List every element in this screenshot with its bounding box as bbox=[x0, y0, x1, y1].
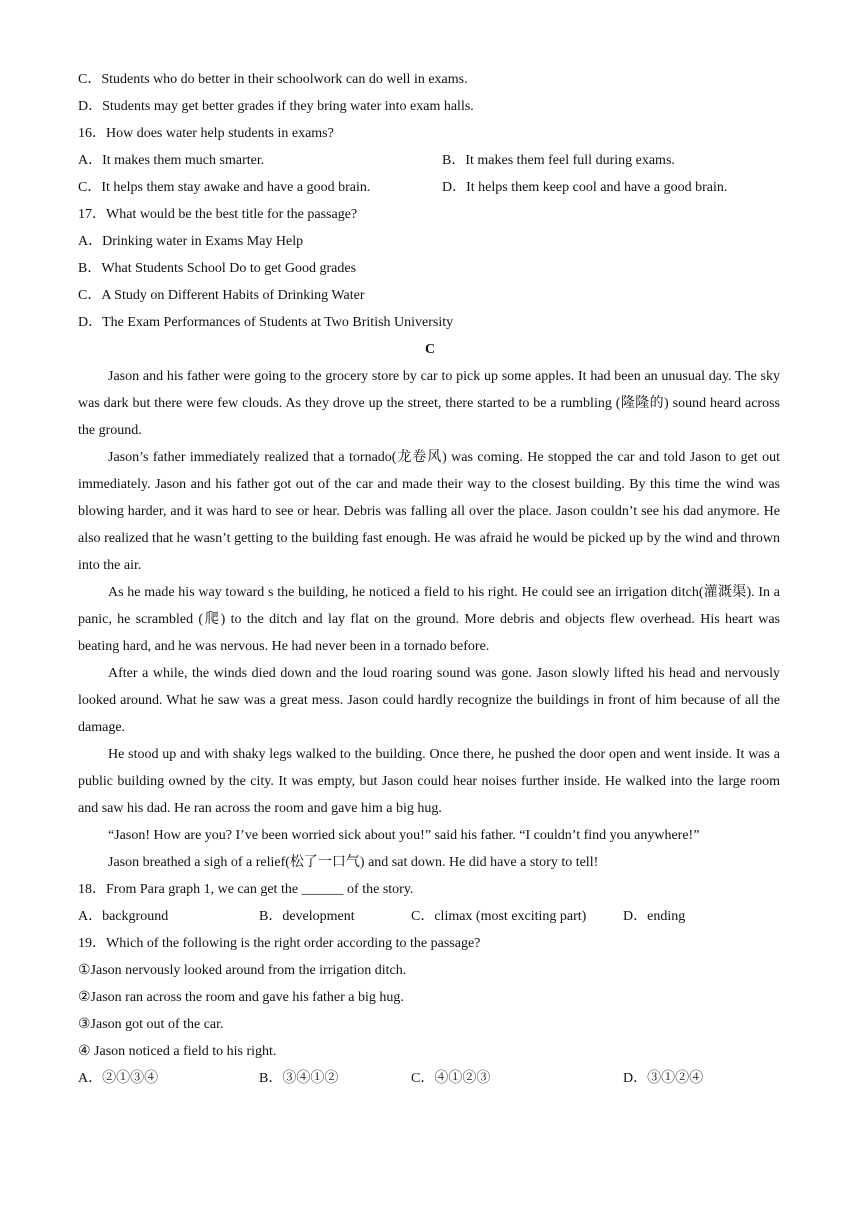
q16-stem: 16．How does water help students in exams? bbox=[78, 126, 334, 141]
q17-option-b: B．What Students School Do to get Good grades bbox=[78, 261, 357, 276]
q19-option-b: B．③④①② bbox=[259, 1071, 339, 1086]
passage-paragraph-3: As he made his way toward s the building, he noticed a field to his right. He could see an irrigation ditch(灌溉渠). In a panic, he scrambled (爬) to the ditch and lay flat on the ground. More debris and objects flew overhead. His heart was beating hard, and he was nervous. He had never been in a tornado before. bbox=[78, 585, 780, 654]
q19-option-c: C．④①②③ bbox=[411, 1071, 491, 1086]
q18-stem: 18．From Para graph 1, we can get the ______ of the story. bbox=[78, 882, 414, 897]
passage-paragraph-2: Jason’s father immediately realized that a tornado(龙卷风) was coming. He stopped the car and told Jason to get out immediately. Jason and his father got out of the car and made their way to the closest building. By this time the wind was blowing harder, and it was hard to see or hear. Debris was falling all over the place. Jason couldn’t see his dad anymore. He also realized that he wasn’t getting to the building fast enough. He was afraid he would be picked up by the wind and thrown into the air. bbox=[78, 450, 780, 573]
q18-option-a: A．background bbox=[78, 909, 169, 924]
passage-paragraph-6: “Jason! How are you? I’ve been worried sick about you!” said his father. “I couldn’t find you anywhere!” bbox=[108, 828, 700, 843]
q17-option-a: A．Drinking water in Exams May Help bbox=[78, 234, 304, 249]
q18-option-b: B．development bbox=[259, 909, 355, 924]
q16-option-a: A．It makes them much smarter. bbox=[78, 153, 265, 168]
q16-option-c: C．It helps them stay awake and have a good brain. bbox=[78, 180, 371, 195]
q18-option-d: D．ending bbox=[623, 909, 686, 924]
passage-paragraph-4: After a while, the winds died down and the loud roaring sound was gone. Jason slowly lifted his head and nervously looked around. What he saw was a great mess. Jason could hardly recognize the buildings in front of him because of all the damage. bbox=[78, 666, 780, 735]
q16-option-d: D．It helps them keep cool and have a good brain. bbox=[442, 180, 728, 195]
q17-stem: 17．What would be the best title for the passage? bbox=[78, 207, 358, 222]
q19-option-a: A．②①③④ bbox=[78, 1071, 159, 1086]
q19-item-2: ②Jason ran across the room and gave his father a big hug. bbox=[78, 990, 404, 1005]
q19-item-3: ③Jason got out of the car. bbox=[78, 1017, 224, 1032]
q17-option-c: C．A Study on Different Habits of Drinking Water bbox=[78, 288, 365, 303]
q17-option-d: D．The Exam Performances of Students at Two British University bbox=[78, 315, 454, 330]
q19-item-4: ④ Jason noticed a field to his right. bbox=[78, 1044, 277, 1059]
passage-paragraph-7: Jason breathed a sigh of a relief(松了一口气) and sat down. He did have a story to tell! bbox=[108, 855, 599, 870]
q19-item-1: ①Jason nervously looked around from the irrigation ditch. bbox=[78, 963, 407, 978]
q15-option-c: C．Students who do better in their schoolwork can do well in exams. bbox=[78, 72, 468, 87]
passage-paragraph-1: Jason and his father were going to the grocery store by car to pick up some apples. It had been an unusual day. The sky was dark but there were few clouds. As they drove up the street, there started to be a rumbling (隆隆的) sound heard across the ground. bbox=[78, 369, 780, 438]
q19-stem: 19．Which of the following is the right order according to the passage? bbox=[78, 936, 481, 951]
q16-option-b: B．It makes them feel full during exams. bbox=[442, 153, 675, 168]
q18-option-c: C．climax (most exciting part) bbox=[411, 909, 587, 924]
passage-paragraph-5: He stood up and with shaky legs walked to the building. Once there, he pushed the door open and went inside. It was a public building owned by the city. It was empty, but Jason could hear noises further inside. He walked into the large room and saw his dad. He ran across the room and gave him a big hug. bbox=[78, 747, 780, 816]
section-c-heading: C bbox=[424, 342, 436, 357]
q19-option-d: D．③①②④ bbox=[623, 1071, 704, 1086]
q15-option-d: D．Students may get better grades if they bring water into exam halls. bbox=[78, 99, 474, 114]
